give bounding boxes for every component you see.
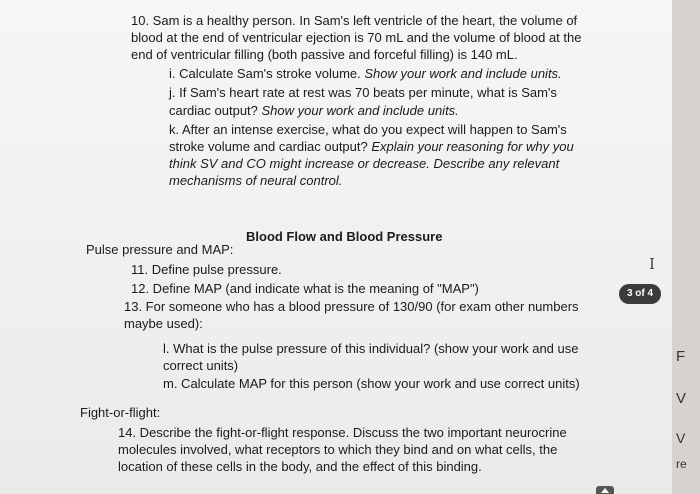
q10-line-1: 10. Sam is a healthy person. In Sam's left ventricle of the heart, the volume of <box>131 13 578 28</box>
q11: 11. Define pulse pressure. <box>131 262 282 277</box>
q10-part-k-line-2 <box>169 138 574 155</box>
q10-part-j-text: cardiac output? <box>169 103 262 118</box>
pulse-pressure-heading: Pulse pressure and MAP: <box>86 242 234 257</box>
q10-part-i <box>169 65 562 82</box>
q10-part-j-line-2 <box>169 102 459 119</box>
side-tab-4[interactable]: re <box>676 457 687 471</box>
q14-line-2: molecules involved, what receptors to which they bind and on what cells, the <box>118 442 558 457</box>
q13-line-1: 13. For someone who has a blood pressure of 130/90 (for exam other numbers <box>124 299 579 314</box>
q10-part-k-text: stroke volume and cardiac output? <box>169 139 372 154</box>
text-cursor-icon: I <box>649 255 655 273</box>
side-tab-2[interactable]: V <box>676 390 687 407</box>
section-title: Blood Flow and Blood Pressure <box>246 229 443 244</box>
q10-line-2: blood at the end of ventricular ejection is 70 mL and the volume of blood at the <box>131 30 582 45</box>
q14-line-1: 14. Describe the fight-or-flight response. Discuss the two important neurocrine <box>118 425 567 440</box>
q10-part-j-italic: Show your work and include units. <box>261 103 459 118</box>
q10-part-i-text: i. Calculate Sam's stroke volume. <box>169 66 365 81</box>
side-tab-1[interactable]: F <box>676 348 686 365</box>
adjacent-window-edge <box>672 0 700 494</box>
q10-part-k-line-3: think SV and CO might increase or decrease. Describe any relevant <box>169 156 560 171</box>
q10-part-k-line-4: mechanisms of neural control. <box>169 173 343 188</box>
q10-part-j-line-1: j. If Sam's heart rate at rest was 70 beats per minute, what is Sam's <box>169 85 557 100</box>
q13-part-l-line-1: l. What is the pulse pressure of this individual? (show your work and use <box>163 341 579 356</box>
q13-part-m: m. Calculate MAP for this person (show your work and use correct units) <box>163 376 580 391</box>
q10-part-k-line-1: k. After an intense exercise, what do you expect will happen to Sam's <box>169 122 567 137</box>
q14-line-3: location of these cells in the body, and the effect of this binding. <box>118 459 482 474</box>
fight-or-flight-heading: Fight-or-flight: <box>80 405 161 420</box>
side-tab-3[interactable]: V <box>676 430 686 446</box>
q10-part-i-italic: Show your work and include units. <box>364 66 562 81</box>
q10-part-k-italic: Explain your reasoning for why you <box>371 139 574 154</box>
q12: 12. Define MAP (and indicate what is the meaning of "MAP") <box>131 281 479 296</box>
scroll-up-icon[interactable] <box>596 486 614 494</box>
q10-line-3: end of ventricular filling (both passive and forceful filling) is 140 mL. <box>131 47 518 62</box>
q13-line-2: maybe used): <box>124 316 203 331</box>
page-indicator-badge: 3 of 4 <box>619 284 661 304</box>
q13-part-l-line-2: correct units) <box>163 358 239 373</box>
